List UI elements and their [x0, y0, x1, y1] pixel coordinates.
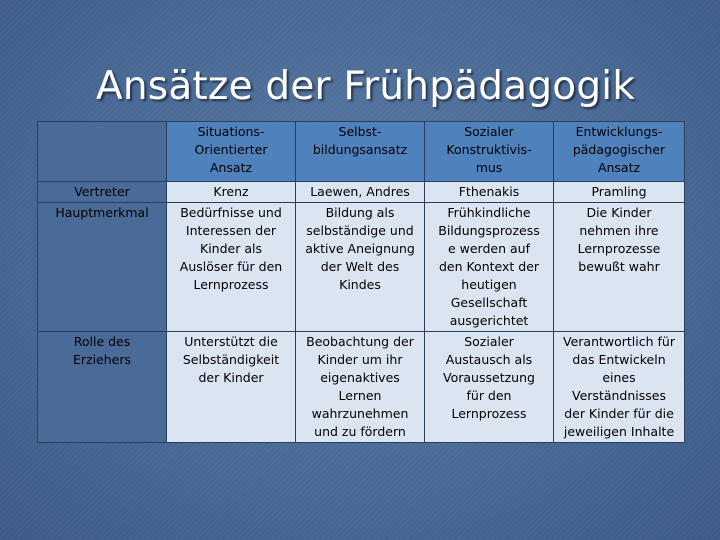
- cell-line: Kindes: [339, 277, 381, 292]
- column-header: [296, 122, 425, 182]
- header-line: Ansatz: [209, 160, 253, 175]
- cell-line: jeweiligen Inhalte: [563, 424, 675, 439]
- table-row: [38, 203, 685, 332]
- cell-line: Verständnisses: [572, 388, 666, 403]
- cell-line: Kinder als: [200, 241, 262, 256]
- cell-line: Gesellschaft: [450, 295, 528, 310]
- cell-line: Krenz: [213, 184, 249, 199]
- slide-title: Ansätze der Frühpädagogik: [96, 64, 636, 109]
- cell-line: Laewen, Andres: [310, 184, 410, 199]
- cell-line: e werden auf: [447, 241, 530, 256]
- header-line: Entwicklungs-: [575, 124, 663, 139]
- cell-line: bewußt wahr: [578, 259, 660, 274]
- header-line: Situations-: [197, 124, 265, 139]
- cell-line: der Kinder: [198, 370, 264, 385]
- cell-line: Unterstützt die: [184, 334, 278, 349]
- cell-line: Lernprozesse: [577, 241, 661, 256]
- cell-line: für den: [466, 388, 512, 403]
- table-row: [38, 182, 685, 203]
- header-line: Konstruktivis-: [446, 142, 532, 157]
- cell-line: Kinder um ihr: [317, 352, 403, 367]
- table-cell: [167, 182, 296, 203]
- cell-line: ausgerichtet: [449, 313, 529, 328]
- cell-line: Bildung als: [325, 205, 395, 220]
- header-line: Sozialer: [464, 124, 514, 139]
- cell-line: eines: [602, 370, 636, 385]
- cell-line: Bedürfnisse und: [180, 205, 282, 220]
- row-header-line: Erziehers: [72, 352, 132, 367]
- header-line: Selbst-: [338, 124, 382, 139]
- cell-line: Sozialer: [464, 334, 514, 349]
- column-header: [425, 122, 554, 182]
- cell-line: Frühkindliche: [447, 205, 531, 220]
- cell-line: Lernen: [338, 388, 382, 403]
- cell-line: der Welt des: [320, 259, 400, 274]
- cell-line: eigenaktives: [320, 370, 400, 385]
- table-cell: [425, 182, 554, 203]
- cell-line: wahrzunehmen: [311, 406, 409, 421]
- cell-line: Lernprozess: [193, 277, 269, 292]
- cell-line: Die Kinder: [586, 205, 652, 220]
- table-cell: [296, 332, 425, 443]
- cell-line: Lernprozess: [451, 406, 527, 421]
- table-cell: [296, 182, 425, 203]
- table-cell: [554, 332, 685, 443]
- row-header: [38, 203, 167, 332]
- cell-line: nehmen ihre: [579, 223, 659, 238]
- cell-line: und zu fördern: [314, 424, 406, 439]
- cell-line: Interessen der: [185, 223, 277, 238]
- row-header: [38, 182, 167, 203]
- row-header-line: Rolle des: [73, 334, 131, 349]
- cell-line: den Kontext der: [438, 259, 540, 274]
- row-header-line: Vertreter: [74, 184, 130, 199]
- table-cell: [425, 332, 554, 443]
- cell-line: Selbständigkeit: [182, 352, 280, 367]
- cell-line: der Kinder für die: [564, 406, 674, 421]
- table-cell: [296, 203, 425, 332]
- header-line: pädagogischer: [572, 142, 666, 157]
- cell-line: Fthenakis: [458, 184, 520, 199]
- cell-line: Pramling: [591, 184, 647, 199]
- table-cell: [167, 332, 296, 443]
- header-line: bildungsansatz: [312, 142, 408, 157]
- table-corner-cell: [38, 122, 167, 182]
- approaches-table: [37, 121, 685, 443]
- cell-line: Austausch als: [445, 352, 533, 367]
- column-header: [167, 122, 296, 182]
- cell-line: das Entwickeln: [572, 352, 666, 367]
- header-line: Orientierter: [194, 142, 268, 157]
- table-cell: [554, 203, 685, 332]
- table-cell: [425, 203, 554, 332]
- cell-line: selbständige und: [306, 223, 414, 238]
- cell-line: heutigen: [461, 277, 517, 292]
- row-header-line: Hauptmerkmal: [55, 205, 149, 220]
- table-row: [38, 332, 685, 443]
- table-cell: [554, 182, 685, 203]
- cell-line: Beobachtung der: [306, 334, 414, 349]
- cell-line: Auslöser für den: [179, 259, 283, 274]
- cell-line: Bildungsprozess: [438, 223, 540, 238]
- column-header: [554, 122, 685, 182]
- header-line: Ansatz: [597, 160, 641, 175]
- table-header-row: [38, 122, 685, 182]
- row-header: [38, 332, 167, 443]
- cell-line: Verantwortlich für: [563, 334, 675, 349]
- cell-line: Voraussetzung: [443, 370, 535, 385]
- header-line: mus: [475, 160, 503, 175]
- cell-line: aktive Aneignung: [305, 241, 415, 256]
- table-cell: [167, 203, 296, 332]
